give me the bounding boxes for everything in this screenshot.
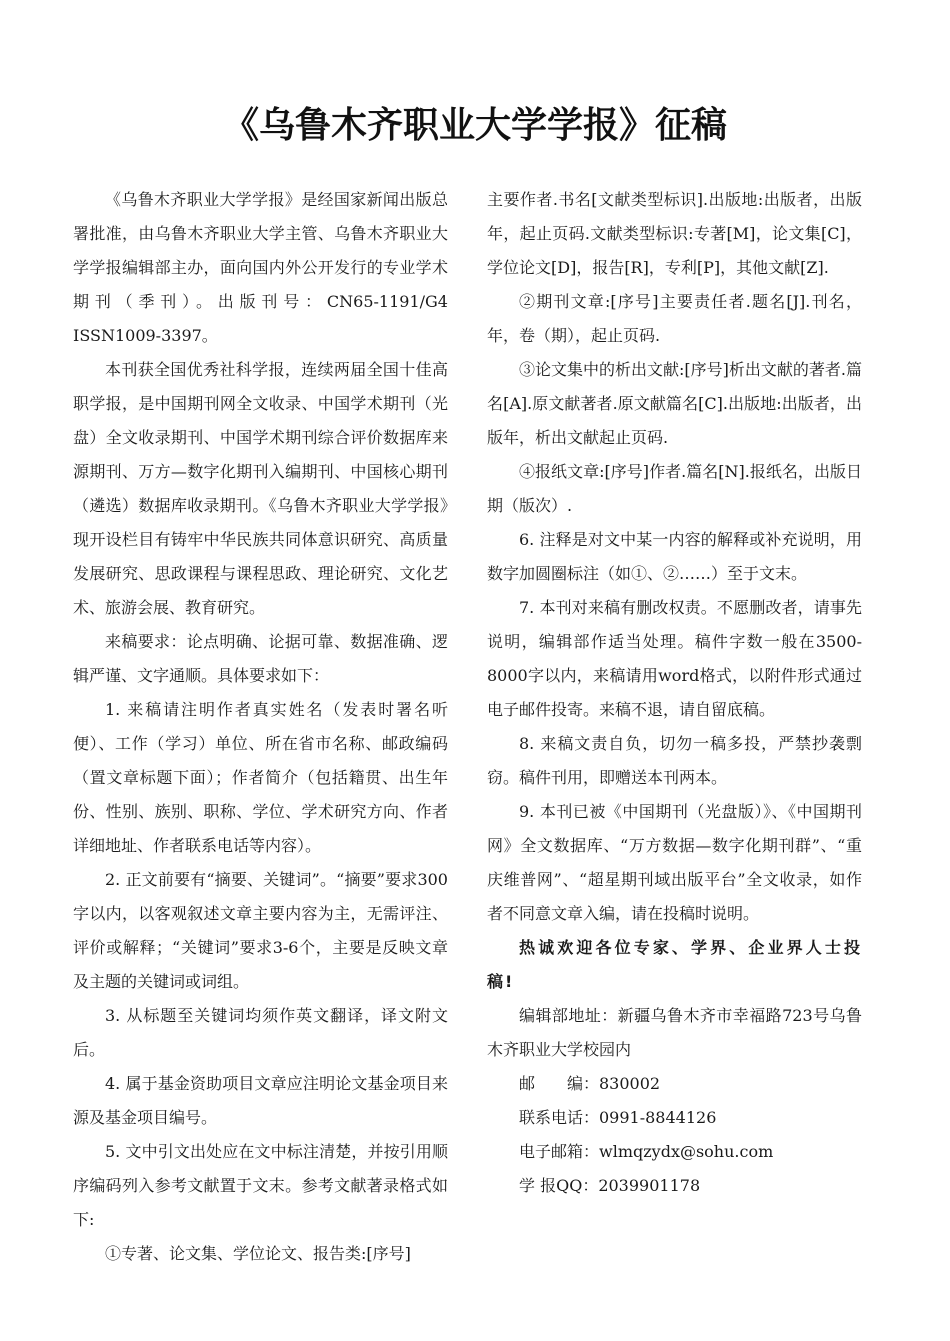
reference-format-continuation: 主要作者.书名[文献类型标识].出版地:出版者，出版年，起止页码.文献类型标识:专著[M]，论文集[C]，学位论文[D]，报告[R]，专利[P]，其他文献[Z].: [487, 190, 862, 277]
honors-paragraph: 本刊获全国优秀社科学报，连续两届全国十佳高职学报，是中国期刊网全文收录、中国学术期刊（光盘）全文收录期刊、中国学术期刊综合评价数据库来源期刊、万方—数字化期刊入编期刊、中国核心期刊（遴选）数据库收录期刊。《乌鲁木齐职业大学学报》现开设栏目有铸牢中华民族共同体意识研究、高质量发展研究、思政课程与课程思政、理论研究、文化艺术、旅游会展、教育研究。: [73, 360, 448, 617]
reference-format-collection: ③论文集中的析出文献:[序号]析出文献的著者.篇名[A].原文献著者.原文献篇名[C].出版地:出版者，出版年，析出文献起止页码.: [487, 360, 862, 447]
reference-format-newspaper: ④报纸文章:[序号]作者.篇名[N].报纸名，出版日期（版次）.: [487, 462, 862, 515]
requirement-6: 6. 注释是对文中某一内容的解释或补充说明，用数字加圆圈标注（如①、②……）至于文末。: [487, 530, 862, 583]
page-title: 《乌鲁木齐职业大学学报》征稿: [222, 105, 727, 146]
welcome-message: 热诚欢迎各位专家、学界、企业界人士投稿!: [487, 938, 862, 991]
requirements-intro: 来稿要求：论点明确、论据可靠、数据准确、逻辑严谨、文字通顺。具体要求如下：: [73, 632, 448, 685]
requirement-5: 5. 文中引文出处应在文中标注清楚，并按引用顺序编码列入参考文献置于文末。参考文献著录格式如下:: [73, 1142, 448, 1229]
intro-paragraph: 《乌鲁木齐职业大学学报》是经国家新闻出版总署批准，由乌鲁木齐职业大学主管、乌鲁木齐职业大学学报编辑部主办，面向国内外公开发行的专业学术期刊（季刊）。出版刊号：CN65-1191/G4 ISSN1009-3397。: [73, 190, 448, 345]
reference-format-journal: ②期刊文章:[序号]主要责任者.题名[J].刊名，年，卷（期），起止页码.: [487, 292, 862, 345]
email-address: 电子邮箱：wlmqzydx@sohu.com: [519, 1142, 774, 1161]
requirement-2: 2. 正文前要有“摘要、关键词”。“摘要”要求300字以内，以客观叙述文章主要内容为主，无需评注、评价或解释；“关键词”要求3-6个，主要是反映文章及主题的关键词或词组。: [73, 870, 448, 991]
requirement-1: 1. 来稿请注明作者真实姓名（发表时署名听便）、工作（学习）单位、所在省市名称、邮政编码（置文章标题下面）；作者简介（包括籍贯、出生年份、性别、族别、职称、学位、学术研究方向、作者详细地址、作者联系电话等内容）。: [73, 700, 448, 855]
requirement-8: 8. 来稿文责自负，切勿一稿多投，严禁抄袭剽窃。稿件刊用，即赠送本刊两本。: [487, 734, 862, 787]
right-column: [487, 183, 862, 1203]
qq-number: 学 报QQ：2039901178: [519, 1176, 701, 1195]
postcode: 邮 编：830002: [519, 1074, 661, 1093]
requirement-9: 9. 本刊已被《中国期刊（光盘版）》、《中国期刊网》全文数据库、“万方数据—数字化期刊群”、“重庆维普网”、“超星期刊域出版平台”全文收录，如作者不同意文章入编，请在投稿时说明。: [487, 802, 862, 923]
phone-number: 联系电话：0991-8844126: [519, 1108, 717, 1127]
reference-format-book: ①专著、论文集、学位论文、报告类:[序号]: [105, 1244, 411, 1263]
requirement-7: 7. 本刊对来稿有删改权责。不愿删改者，请事先说明，编辑部作适当处理。稿件字数一般在3500-8000字以内，来稿请用word格式，以附件形式通过电子邮件投寄。来稿不退，请自留底稿。: [487, 598, 862, 719]
left-column: [73, 183, 448, 1271]
requirement-3: 3. 从标题至关键词均须作英文翻译，译文附文后。: [73, 1006, 448, 1059]
requirement-4: 4. 属于基金资助项目文章应注明论文基金项目来源及基金项目编号。: [73, 1074, 448, 1127]
editorial-address: 编辑部地址：新疆乌鲁木齐市幸福路723号乌鲁木齐职业大学校园内: [487, 1006, 862, 1059]
